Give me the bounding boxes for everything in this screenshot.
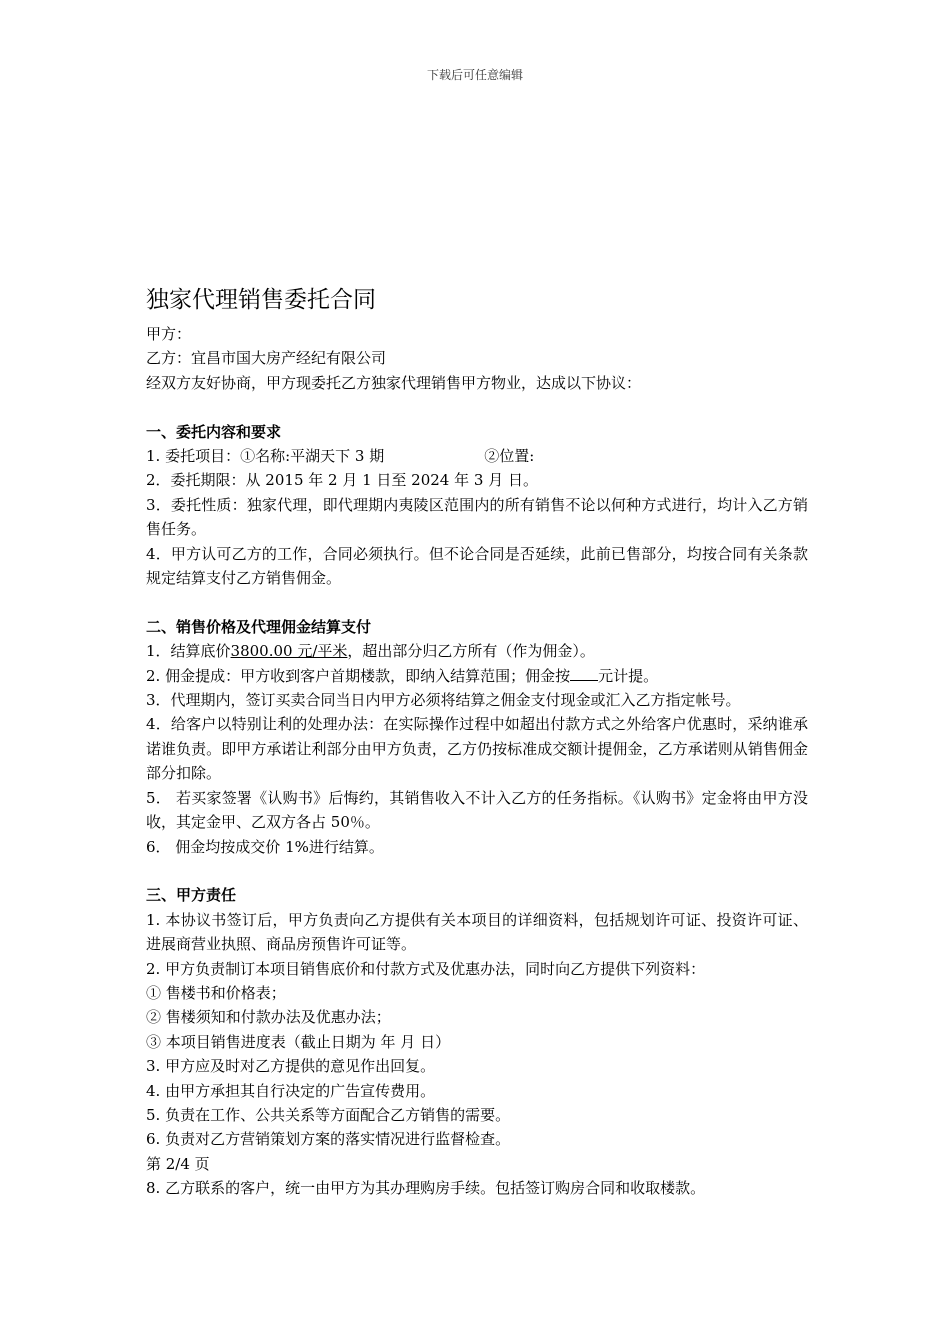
header-note: 下载后可任意编辑	[426, 68, 523, 82]
section-2-heading: 二、销售价格及代理佣金结算支付	[146, 617, 372, 636]
section-1-item-2: 2．委托期限：从 2015 年 2 月 1 日至 2024 年 3 月 日。	[146, 471, 538, 490]
settlement-price: 3800.00 元/平米	[230, 642, 348, 661]
section-3-item-2: 2. 甲方负责制订本项目销售底价和付款方式及优惠办法，同时向乙方提供下列资料：	[146, 959, 706, 978]
document-title: 独家代理销售委托合同	[146, 287, 376, 313]
section-2-item-5: 5． 若买家签署《认购书》后悔约，其销售收入不计入乙方的任务指标。《认购书》定金将由甲方没收，其定金甲、乙双方各占 50％。	[146, 788, 808, 832]
document-body	[146, 282, 808, 1201]
section-3-heading: 三、甲方责任	[146, 886, 237, 905]
item-2-suffix: 元计提。	[598, 666, 659, 685]
item-1-location: ②位置:	[484, 447, 535, 466]
section-3-item-8: 8. 乙方联系的客户，统一由甲方为其办理购房手续。包括签订购房合同和收取楼款。	[146, 1179, 706, 1198]
section-3-sub-1: ① 售楼书和价格表；	[146, 983, 286, 1002]
intro-line: 经双方友好协商，甲方现委托乙方独家代理销售甲方物业，达成以下协议：	[146, 373, 642, 392]
section-2-item-6: 6． 佣金均按成交价 1%进行结算。	[146, 837, 384, 856]
item-1-name: 1. 委托项目：①名称:平湖天下 3 期	[146, 447, 385, 466]
section-3-sub-2: ② 售楼须知和付款办法及优惠办法；	[146, 1008, 391, 1027]
section-3-item-5: 5. 负责在工作、公共关系等方面配合乙方销售的需要。	[146, 1105, 511, 1124]
section-3-item-1: 1. 本协议书签订后，甲方负责向乙方提供有关本项目的详细资料，包括规划许可证、投资许可证、进展商营业执照、商品房预售许可证等。	[146, 910, 808, 954]
section-3-item-3: 3. 甲方应及时对乙方提供的意见作出回复。	[146, 1057, 436, 1076]
party-a-line: 甲方：	[146, 325, 192, 343]
section-2-item-4: 4．给客户以特别让利的处理办法：在实际操作过程中如超出付款方式之外给客户优惠时，采纳谁承诺谁负责。即甲方承诺让利部分由甲方负责，乙方仍按标准成交额计提佣金，乙方承诺则从销售佣金部分扣除。	[146, 715, 808, 783]
section-2-item-3: 3．代理期内，签订买卖合同当日内甲方必须将结算之佣金支付现金或汇入乙方指定帐号。	[146, 691, 741, 710]
section-2-item-1	[146, 639, 808, 663]
section-1-heading: 一、委托内容和要求	[146, 422, 282, 441]
item-1-suffix: ，超出部分归乙方所有（作为佣金）。	[347, 642, 595, 661]
commission-blank	[570, 666, 598, 681]
item-1-prefix: 1．结算底价	[146, 642, 231, 661]
section-1-item-3: 3．委托性质：独家代理，即代理期内夷陵区范围内的所有销售不论以何种方式进行，均计入乙方销售任务。	[146, 495, 808, 539]
section-2-item-2	[146, 664, 808, 688]
item-2-prefix: 2. 佣金提成：甲方收到客户首期楼款，即纳入结算范围；佣金按	[146, 666, 571, 685]
section-1-item-1	[146, 444, 808, 468]
section-1-item-4: 4．甲方认可乙方的工作，合同必须执行。但不论合同是否延续，此前已售部分，均按合同有关条款规定结算支付乙方销售佣金。	[146, 544, 808, 588]
page-number: 第 2/4 页	[146, 1154, 210, 1173]
section-3-sub-3: ③ 本项目销售进度表（截止日期为 年 月 日）	[146, 1032, 451, 1051]
party-b-line: 乙方：宜昌市国大房产经纪有限公司	[146, 349, 387, 368]
section-3-item-4: 4. 由甲方承担其自行决定的广告宣传费用。	[146, 1081, 436, 1100]
section-3-item-6: 6. 负责对乙方营销策划方案的落实情况进行监督检查。	[146, 1130, 511, 1149]
